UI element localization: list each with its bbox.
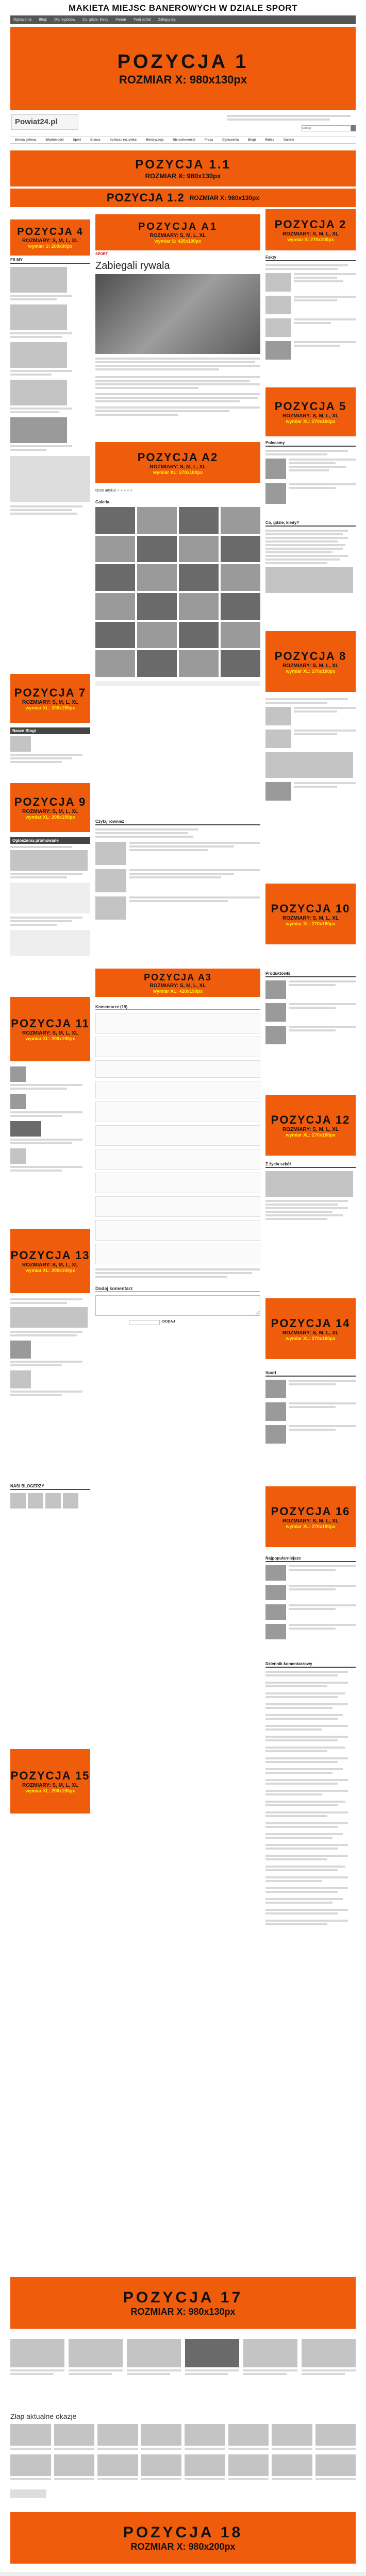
nasi-blogerzy-heading: NASI BLOGERZY <box>10 1484 90 1490</box>
ad-size: ROZMIAR X: 980x200px <box>130 2541 236 2552</box>
ad-size: ROZMIARY: S, M, L, XL <box>22 238 78 244</box>
sport-thumbnail[interactable] <box>265 1425 286 1444</box>
ad-label: POZYCJA 17 <box>123 2289 243 2306</box>
article-photo <box>95 274 260 354</box>
deal-thumbnail[interactable] <box>54 2454 95 2476</box>
comment <box>95 1196 260 1217</box>
comment <box>95 1037 260 1057</box>
deal-thumbnail[interactable] <box>185 2454 225 2476</box>
news-thumbnail[interactable] <box>69 2339 123 2367</box>
post-thumbnail[interactable] <box>10 1370 31 1388</box>
related-thumbnail[interactable] <box>95 896 126 920</box>
topbar-item[interactable]: Twój portal <box>133 18 151 22</box>
z-zycia-heading: Z życia szkół <box>265 1162 356 1168</box>
ad-label: POZYCJA A2 <box>137 450 219 464</box>
ad-dimension: wymiar XL: 270x180px <box>286 668 336 674</box>
video-thumbnail[interactable] <box>10 304 67 330</box>
comment <box>95 1149 260 1170</box>
ad-size: ROZMIARY: S, M, L, XL <box>149 982 206 989</box>
comment <box>95 1101 260 1122</box>
post-thumbnail[interactable] <box>10 1121 41 1137</box>
comment <box>95 1081 260 1098</box>
related-thumbnail[interactable] <box>95 869 126 892</box>
blogger-avatar[interactable] <box>45 1493 61 1509</box>
post-thumbnail[interactable] <box>10 1094 26 1109</box>
ad-size: ROZMIAR X: 980x130px <box>189 194 260 201</box>
nav-item[interactable]: Blogi <box>248 139 256 142</box>
gallery-thumbnail[interactable] <box>137 593 177 620</box>
ad-label: POZYCJA 5 <box>274 400 347 413</box>
ad-dimension: wymiar XL: 200x190px <box>25 1788 75 1793</box>
filmy-list <box>10 265 90 667</box>
gallery-thumbnail[interactable] <box>179 650 219 677</box>
gallery-thumbnail[interactable] <box>95 650 135 677</box>
nav-item[interactable]: Strona główna <box>15 139 37 142</box>
comment-rules <box>95 1268 260 1279</box>
deal-thumbnail[interactable] <box>272 2424 312 2446</box>
product-thumbnail[interactable] <box>265 1026 286 1044</box>
comment <box>95 1244 260 1264</box>
blogger-avatar[interactable] <box>10 1493 26 1509</box>
article-lead <box>95 358 260 372</box>
ad-dimension: wymiar S: 270x100px <box>287 236 334 242</box>
sport-heading: Sport <box>265 1370 356 1377</box>
gallery-thumbnail[interactable] <box>137 536 177 563</box>
ad-size: ROZMIAR X: 980x130px <box>130 2306 236 2317</box>
topbar-item[interactable]: Dla regionów <box>54 18 75 22</box>
deal-thumbnail[interactable] <box>97 2424 138 2446</box>
top-bar <box>10 15 356 24</box>
ad-dimension: wymiar XL: 270x180px <box>153 469 203 475</box>
ad-position-10[interactable] <box>265 884 356 944</box>
article-body <box>95 376 260 417</box>
gallery-thumbnail[interactable] <box>137 564 177 591</box>
comment <box>95 1220 260 1241</box>
popular-thumbnail[interactable] <box>265 1585 286 1600</box>
najpop-section <box>265 1556 356 1654</box>
news-thumbnail[interactable] <box>265 782 291 801</box>
ad-size: ROZMIARY: S, M, L, XL <box>22 1262 78 1268</box>
sport-section <box>265 1370 356 1479</box>
news-thumbnail[interactable] <box>265 296 291 314</box>
gallery-thumbnail[interactable] <box>221 622 260 649</box>
popular-thumbnail[interactable] <box>265 1624 286 1639</box>
gallery-thumbnail[interactable] <box>221 536 260 563</box>
read-also-section <box>95 819 260 963</box>
event-image[interactable] <box>265 567 353 593</box>
ad-size: ROZMIARY: S, M, L, XL <box>282 663 339 669</box>
topbar-item[interactable]: Forum <box>115 18 126 22</box>
deal-thumbnail[interactable] <box>185 2424 225 2446</box>
ad-position-5[interactable] <box>265 387 356 436</box>
ad-dimension: wymiar XL: 200x190px <box>25 815 75 820</box>
ad-position-a1[interactable] <box>95 214 260 250</box>
nav-item[interactable]: Sport <box>73 139 81 142</box>
main-nav <box>10 137 356 144</box>
gallery-thumbnail[interactable] <box>221 507 260 534</box>
ad-dimension: wymiar S: 420x100px <box>154 239 202 244</box>
gallery-thumbnail[interactable] <box>95 536 135 563</box>
ad-label: POZYCJA A1 <box>138 221 218 232</box>
ad-position-7[interactable] <box>10 674 90 723</box>
search-input[interactable] <box>302 125 351 131</box>
ad-dimension: wymiar XL: 270x180px <box>286 419 336 424</box>
article-title: Zabiegali rywala <box>95 260 170 272</box>
ad-size: ROZMIARY: S, M, L, XL <box>149 464 206 470</box>
video-thumbnail[interactable] <box>10 417 67 443</box>
recommended-thumbnail[interactable] <box>265 483 286 504</box>
ad-label: POZYCJA 9 <box>14 795 87 808</box>
gallery-thumbnail[interactable] <box>221 564 260 591</box>
ad-label: POZYCJA 15 <box>10 1769 90 1782</box>
news-thumbnail[interactable] <box>265 341 291 360</box>
ad-position-2[interactable] <box>265 209 356 250</box>
deals-grid <box>10 2424 356 2481</box>
captcha-field[interactable] <box>129 1320 160 1325</box>
ad-dimension: wymiar XL: 420x190px <box>153 988 203 994</box>
gallery-thumbnail[interactable] <box>179 564 219 591</box>
filmy-section <box>10 258 90 264</box>
product-thumbnail[interactable] <box>265 980 286 999</box>
search-icon[interactable] <box>351 125 356 131</box>
post-thumbnail[interactable] <box>10 1148 26 1164</box>
related-thumbnail[interactable] <box>95 842 126 865</box>
school-image[interactable] <box>265 1171 353 1197</box>
gallery-thumbnail[interactable] <box>221 650 260 677</box>
fakty-section <box>265 255 356 384</box>
nav-item[interactable]: Galerie <box>284 139 294 142</box>
gallery-grid <box>95 507 260 677</box>
ad-label: POZYCJA 10 <box>271 902 351 915</box>
news-thumbnail[interactable] <box>265 318 291 337</box>
ad-size: ROZMIARY: S, M, L, XL <box>282 231 339 237</box>
ad-label: POZYCJA 13 <box>10 1249 90 1262</box>
ad-label: POZYCJA 12 <box>271 1113 351 1126</box>
ad-label: POZYCJA A3 <box>144 972 212 982</box>
produktowki-section <box>265 971 356 1064</box>
z-zycia-section <box>265 1162 356 1280</box>
left-posts <box>10 1066 90 1221</box>
footer <box>0 2572 366 2576</box>
popular-thumbnail[interactable] <box>265 1604 286 1620</box>
topbar-item[interactable]: Zaloguj się <box>158 18 176 22</box>
blogger-avatar[interactable] <box>63 1493 78 1509</box>
ad-position-8[interactable] <box>265 631 356 692</box>
ad-position-1-2[interactable] <box>10 189 356 207</box>
news-thumbnail[interactable] <box>10 2339 64 2367</box>
dziennik-section <box>265 1662 356 2125</box>
nav-item[interactable]: Ogłoszenia <box>222 139 239 142</box>
ad-size: ROZMIARY: S, M, L, XL <box>282 413 339 419</box>
deal-thumbnail[interactable] <box>272 2454 312 2476</box>
deal-thumbnail[interactable] <box>141 2424 182 2446</box>
najpop-heading: Najpopularniejsze <box>265 1556 356 1562</box>
co-gdzie-heading: Co, gdzie, kiedy? <box>265 520 356 527</box>
ad-label: POZYCJA 1.2 <box>106 191 185 204</box>
ad-label: POZYCJA 1 <box>117 50 249 73</box>
fakty-heading: Fakty <box>265 255 356 261</box>
comment-textarea[interactable] <box>95 1295 260 1316</box>
news-thumbnail[interactable] <box>302 2339 356 2367</box>
comment <box>95 1173 260 1193</box>
ad-label: POZYCJA 18 <box>123 2523 243 2541</box>
news-image[interactable] <box>265 752 353 778</box>
share-bar <box>95 681 260 686</box>
video-thumbnail[interactable] <box>10 342 67 368</box>
nav-item[interactable]: Praca <box>204 139 213 142</box>
ad-dimension: wymiar S: 200x90px <box>28 244 73 249</box>
nav-item[interactable]: Nieruchomości <box>173 139 195 142</box>
deal-thumbnail[interactable] <box>315 2454 356 2476</box>
ad-size: ROZMIARY: S, M, L, XL <box>22 1783 78 1788</box>
ad-size: ROZMIARY: S, M, L, XL <box>22 700 78 705</box>
promo-section <box>10 837 90 992</box>
ad-size: ROZMIAR X: 980x130px <box>119 73 247 86</box>
gallery-thumbnail[interactable] <box>95 507 135 534</box>
ad-position-12[interactable] <box>265 1095 356 1156</box>
ad-label: POZYCJA 16 <box>271 1504 351 1518</box>
ad-position-17[interactable] <box>10 2277 356 2329</box>
gallery-thumbnail[interactable] <box>179 536 219 563</box>
zlap-heading: Złap aktualne okazje <box>10 2412 77 2420</box>
ad-dimension: wymiar XL: 270x180px <box>286 1132 336 1138</box>
blogi-section <box>10 727 90 779</box>
ad-size: ROZMIARY: S, M, L, XL <box>149 233 206 239</box>
gallery-heading: Galeria <box>95 500 110 504</box>
deal-thumbnail[interactable] <box>228 2424 269 2446</box>
footer-logo[interactable] <box>10 2489 46 2498</box>
comments-heading: Komentarze (19) <box>95 1005 260 1010</box>
add-comment-heading: Dodaj komentarz <box>95 1286 260 1292</box>
ad-label: POZYCJA 7 <box>14 686 87 699</box>
topbar-item[interactable]: Co, gdzie, kiedy <box>82 18 108 22</box>
ad-dimension: wymiar XL: 270x180px <box>286 1335 336 1341</box>
blogi-heading: Nasze Blogi <box>10 727 90 734</box>
promo-heading: Ogłoszenia promowane <box>10 837 90 844</box>
news-thumbnail[interactable] <box>127 2339 181 2367</box>
news-thumbnail[interactable] <box>265 730 291 748</box>
ad-size: ROZMIARY: S, M, L, XL <box>282 1330 339 1336</box>
ad-position-a2[interactable] <box>95 442 260 483</box>
article-section-label: SPORT <box>95 252 108 256</box>
header-info <box>227 115 356 122</box>
produktowki-heading: Produktówki <box>265 971 356 977</box>
rate-label: Ocen artykuł <box>95 489 116 493</box>
ad-position-a3[interactable] <box>95 969 260 997</box>
ad-size: ROZMIAR X: 980x130px <box>145 172 221 180</box>
ad-position-15[interactable] <box>10 1749 90 1814</box>
sport-thumbnail[interactable] <box>265 1380 286 1398</box>
star-icon[interactable]: ★★★★★ <box>117 489 133 493</box>
deal-thumbnail[interactable] <box>315 2424 356 2446</box>
ad-position-13[interactable] <box>10 1229 90 1293</box>
gallery-thumbnail[interactable] <box>95 622 135 649</box>
ad-dimension: wymiar XL: 200x190px <box>25 705 75 710</box>
deal-thumbnail[interactable] <box>97 2454 138 2476</box>
sport-thumbnail[interactable] <box>265 1402 286 1421</box>
deal-thumbnail[interactable] <box>10 2424 51 2446</box>
gallery-thumbnail[interactable] <box>137 507 177 534</box>
topbar-item[interactable]: Blogi <box>39 18 47 22</box>
ad-size: ROZMIARY: S, M, L, XL <box>22 809 78 815</box>
ad-size: ROZMIARY: S, M, L, XL <box>282 915 339 921</box>
nav-item[interactable]: Wiadomości <box>45 139 64 142</box>
filmy-heading: FILMY <box>10 258 90 264</box>
ad-dimension: wymiar XL: 200x190px <box>25 1036 75 1041</box>
ad-label: POZYCJA 1.1 <box>135 157 231 172</box>
logo[interactable] <box>11 114 78 130</box>
post-thumbnail[interactable] <box>10 1307 88 1328</box>
blog-thumbnail[interactable] <box>10 736 31 752</box>
ad-dimension: wymiar XL: 200x190px <box>25 1268 75 1273</box>
comment <box>95 1125 260 1146</box>
ad-position-4[interactable] <box>10 219 90 256</box>
right-news-1 <box>265 698 356 878</box>
left-posts-2 <box>10 1298 90 1453</box>
polecamy-section <box>265 440 356 518</box>
recommended-thumbnail[interactable] <box>265 459 286 479</box>
ad-size: ROZMIARY: S, M, L, XL <box>282 1518 339 1524</box>
gallery-thumbnail[interactable] <box>221 593 260 620</box>
co-gdzie-section <box>265 520 356 623</box>
gallery-thumbnail[interactable] <box>137 622 177 649</box>
nasi-blogerzy <box>10 1484 90 1509</box>
gallery-thumbnail[interactable] <box>137 650 177 677</box>
nav-item[interactable]: Kultura i rozrywka <box>109 139 137 142</box>
ad-label: POZYCJA 8 <box>274 649 347 663</box>
add-comment-button[interactable]: DODAJ <box>162 1320 175 1324</box>
ad-position-14[interactable] <box>265 1298 356 1359</box>
product-thumbnail[interactable] <box>265 1003 286 1022</box>
post-thumbnail[interactable] <box>10 1341 31 1359</box>
ad-label: POZYCJA 4 <box>17 226 84 238</box>
gallery-thumbnail[interactable] <box>95 564 135 591</box>
ad-size: ROZMIARY: S, M, L, XL <box>282 1126 339 1132</box>
news-thumbnail[interactable] <box>185 2339 239 2367</box>
topbar-item[interactable]: Ogłoszenia <box>13 18 32 22</box>
gallery-thumbnail[interactable] <box>95 593 135 620</box>
news-thumbnail[interactable] <box>243 2339 297 2367</box>
gallery-thumbnail[interactable] <box>179 507 219 534</box>
ad-position-1[interactable] <box>10 27 356 110</box>
news-thumbnail[interactable] <box>265 707 291 725</box>
video-thumbnail[interactable] <box>10 380 67 405</box>
ad-position-18[interactable] <box>10 2512 356 2564</box>
dziennik-heading: Dziennik komentarzowy <box>265 1662 356 1668</box>
deal-thumbnail[interactable] <box>228 2454 269 2476</box>
ad-label: POZYCJA 11 <box>11 1017 90 1030</box>
popular-thumbnail[interactable] <box>265 1565 286 1581</box>
ad-label: POZYCJA 2 <box>274 217 347 231</box>
deal-thumbnail[interactable] <box>141 2454 182 2476</box>
blogger-avatar[interactable] <box>28 1493 43 1509</box>
comment <box>95 1013 260 1033</box>
ad-dimension: wymiar XL: 270x180px <box>286 921 336 926</box>
nav-item[interactable]: Wideo <box>265 139 275 142</box>
comment <box>95 1060 260 1078</box>
nav-item[interactable]: Motoryzacja <box>145 139 164 142</box>
read-also-heading: Czytaj również <box>95 819 260 825</box>
ad-position-16[interactable] <box>265 1486 356 1547</box>
nav-item[interactable]: Biznes <box>90 139 101 142</box>
video-thumbnail[interactable] <box>10 267 67 293</box>
post-thumbnail[interactable] <box>10 1066 26 1082</box>
deal-thumbnail[interactable] <box>10 2454 51 2476</box>
deal-thumbnail[interactable] <box>54 2424 95 2446</box>
ad-label: POZYCJA 14 <box>271 1316 351 1330</box>
rate-article[interactable] <box>95 488 133 493</box>
ad-dimension: wymiar XL: 270x180px <box>286 1523 336 1529</box>
polecamy-heading: Polecamy <box>265 440 356 447</box>
gallery-thumbnail[interactable] <box>179 622 219 649</box>
ad-position-9[interactable] <box>10 783 90 832</box>
gallery-thumbnail[interactable] <box>179 593 219 620</box>
news-thumbnail[interactable] <box>265 273 291 292</box>
ad-position-1-1[interactable] <box>10 150 356 187</box>
bottom-news-grid <box>10 2339 356 2401</box>
ad-size: ROZMIARY: S, M, L, XL <box>22 1030 78 1036</box>
promo-image[interactable] <box>10 850 88 871</box>
ad-position-11[interactable] <box>10 997 90 1061</box>
page-title: MAKIETA MIEJSC BANEROWYCH W DZIALE SPORT <box>68 3 298 13</box>
logo-text: Powiat24.pl <box>15 117 58 126</box>
